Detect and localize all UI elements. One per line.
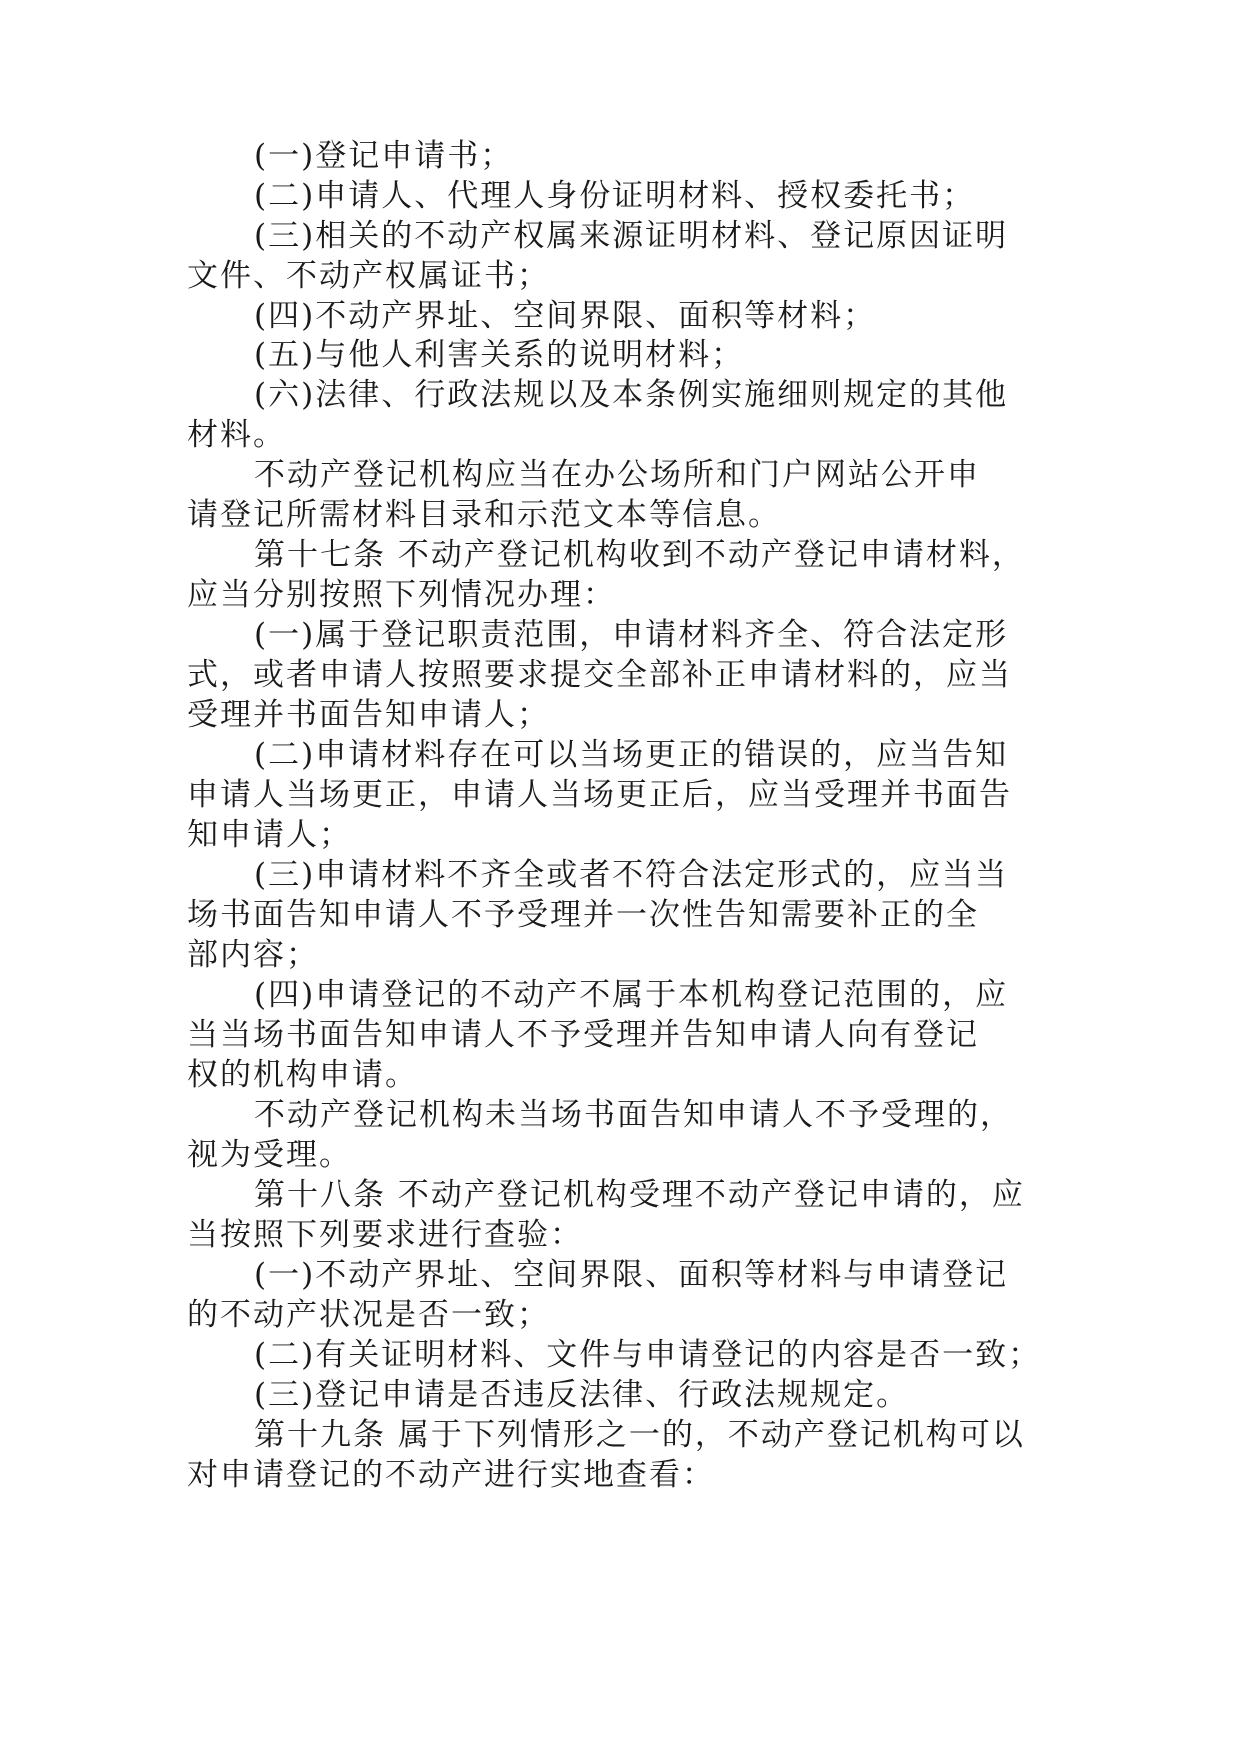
text-line: 场书面告知申请人不予受理并一次性告知需要补正的全	[187, 897, 979, 933]
text-line: 对申请登记的不动产进行实地查看：	[187, 1457, 715, 1493]
text-line: 材料。	[187, 417, 286, 453]
text-line: (四)申请登记的不动产不属于本机构登记范围的，应	[254, 977, 1009, 1013]
text-line: (五)与他人利害关系的说明材料；	[254, 337, 745, 373]
text-line: 部内容；	[187, 937, 319, 973]
text-line: 应当分别按照下列情况办理：	[187, 577, 616, 613]
text-line: 不动产登记机构未当场书面告知申请人不予受理的，	[254, 1097, 1013, 1133]
text-line: 视为受理。	[187, 1137, 352, 1173]
text-line: (一)属于登记职责范围，申请材料齐全、符合法定形	[254, 617, 1009, 653]
text-line: (一)登记申请书；	[254, 138, 514, 174]
text-line: 不动产登记机构应当在办公场所和门户网站公开申	[254, 457, 980, 493]
article-19-heading: 第十九条 属于下列情形之一的，不动产登记机构可以	[254, 1417, 1025, 1453]
article-18-heading: 第十八条 不动产登记机构受理不动产登记申请的，应	[254, 1177, 1025, 1213]
article-17-heading: 第十七条 不动产登记机构收到不动产登记申请材料，	[254, 537, 1025, 573]
text-line: (二)有关证明材料、文件与申请登记的内容是否一致；	[254, 1337, 1042, 1373]
text-line: (六)法律、行政法规以及本条例实施细则规定的其他	[254, 377, 1009, 413]
text-line: 当按照下列要求进行查验：	[187, 1217, 583, 1253]
text-line: 受理并书面告知申请人；	[187, 697, 550, 733]
text-line: (三)申请材料不齐全或者不符合法定形式的，应当当	[254, 857, 1009, 893]
text-line: 知申请人；	[187, 817, 352, 853]
text-line: 权的机构申请。	[187, 1057, 418, 1093]
text-line: (一)不动产界址、空间界限、面积等材料与申请登记	[254, 1257, 1009, 1293]
text-line: 申请人当场更正，申请人当场更正后，应当受理并书面告	[187, 777, 1012, 813]
text-line: 当当场书面告知申请人不予受理并告知申请人向有登记	[187, 1017, 979, 1053]
text-line: (四)不动产界址、空间界限、面积等材料；	[254, 298, 877, 334]
text-line: (二)申请人、代理人身份证明材料、授权委托书；	[254, 178, 976, 214]
text-line: 的不动产状况是否一致；	[187, 1297, 550, 1333]
text-line: (三)登记申请是否违反法律、行政法规规定。	[254, 1377, 910, 1413]
text-line: 文件、不动产权属证书；	[187, 258, 550, 294]
text-line: (二)申请材料存在可以当场更正的错误的，应当告知	[254, 737, 1009, 773]
text-line: (三)相关的不动产权属来源证明材料、登记原因证明	[254, 218, 1009, 254]
text-line: 式，或者申请人按照要求提交全部补正申请材料的，应当	[187, 657, 1012, 693]
text-line: 请登记所需材料目录和示范文本等信息。	[187, 497, 781, 533]
